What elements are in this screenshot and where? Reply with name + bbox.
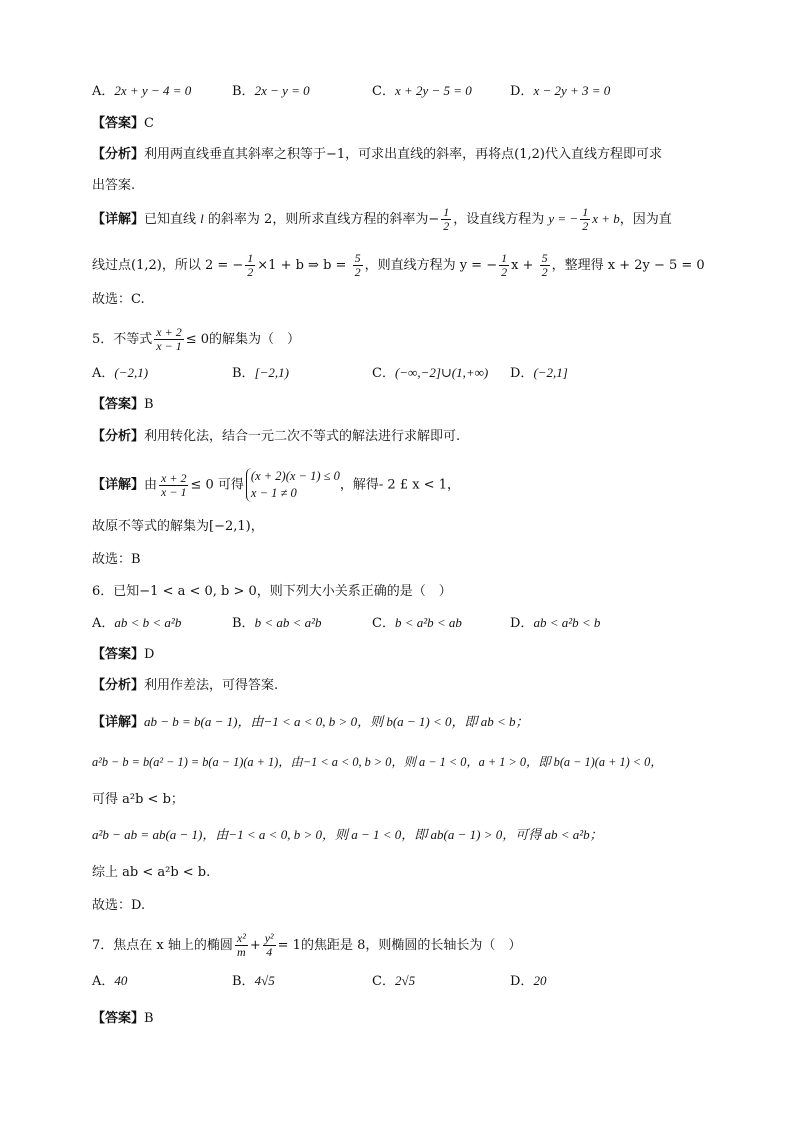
q5-conclusion: 故选：B — [92, 552, 141, 567]
fraction: $\frac{1}{2}$ — [247, 251, 254, 279]
q6-analysis: 【分析】利用作差法，可得答案. — [92, 678, 279, 693]
detail-text: ，整理得 x + 2y − 5 = 0 — [551, 258, 705, 273]
q4-conclusion: 故选：C. — [92, 292, 145, 307]
q6-answer: 【答案】D — [92, 647, 155, 662]
detail-text: 线过点(1,2)，所以 2 = − — [92, 258, 244, 273]
analysis-text: 利用两直线垂直其斜率之积等于−1，可求出直线的斜率，再将点(1,2)代入直线方程即可求 — [144, 147, 662, 162]
detail-math: y = − — [548, 211, 579, 226]
choice-label: A． — [92, 84, 115, 99]
equation-system: (x + 2)(x − 1) ≤ 0 x − 1 ≠ 0 — [246, 468, 340, 502]
answer-tag: 【答案】 — [92, 116, 145, 131]
detail-math: x + b — [592, 211, 620, 226]
q5-stem — [92, 326, 300, 353]
q4-choice-d — [510, 82, 610, 101]
q6-choice-a: A．ab < b < a²b — [92, 615, 182, 631]
q6-choice-b: B．b < ab < a²b — [232, 615, 322, 631]
q7-choice-b: B．4√5 — [232, 973, 275, 989]
q4-choice-c — [372, 82, 472, 101]
fraction: $\frac{x + 2}{x - 1}$ — [161, 470, 187, 499]
choice-text: x − 2y + 3 = 0 — [533, 83, 611, 98]
detail-text: 的斜率为 2，则所求直线方程的斜率为− — [203, 212, 440, 227]
q6-detail-5: 综上 ab < a²b < b. — [92, 865, 211, 880]
fraction: $\frac{1}{2}$ — [443, 205, 450, 233]
fraction: $\frac{1}{2}$ — [501, 251, 508, 279]
q7-choice-d: D．20 — [510, 973, 547, 989]
detail-text: l — [200, 211, 204, 226]
analysis-tag: 【分析】 — [92, 147, 145, 162]
detail-text: ×1 + b ⇒ b = — [257, 258, 351, 273]
stem-text: ≤ 0的解集为（ ） — [185, 332, 301, 347]
fraction: $\frac{5}{2}$ — [541, 251, 548, 279]
answer-text: C — [144, 116, 154, 131]
detail-text: 已知直线 — [144, 212, 201, 227]
fraction: $\frac{5}{2}$ — [354, 251, 361, 279]
q5-choice-d: D．(−2,1] — [510, 365, 568, 381]
choice-label: B． — [232, 84, 255, 99]
q4-detail-line1 — [92, 206, 672, 233]
q5-detail: 【详解】由 $\frac{x + 2}{x - 1}$ ≤ 0 可得 (x + 2)(x − 1) ≤ 0 x − 1 ≠ 0 ，解得- 2 £ x < 1， — [92, 469, 460, 500]
detail-text: ，设直线方程为 — [453, 212, 549, 227]
stem-text: 5．不等式 — [92, 332, 153, 347]
fraction: $\frac{\text{x²}}{m}$ — [236, 931, 246, 959]
q5-answer: 【答案】B — [92, 397, 154, 412]
q6-detail-2: a²b − b = b(a² − 1) = b(a − 1)(a + 1)，由−1 < a < 0, b > 0，则 a − 1 < 0，a + 1 > 0，即 b(a − 1)(a + 1) < 0， — [92, 755, 663, 769]
q4-choice-a — [92, 82, 191, 101]
detail-tag: 【详解】 — [92, 212, 145, 227]
q4-analysis-line2: 出答案. — [92, 178, 136, 193]
fraction: $\frac{1}{2}$ — [582, 205, 589, 233]
detail-text: ，则直线方程为 y = − — [364, 258, 498, 273]
q4-analysis-line1 — [92, 146, 662, 164]
q4-choice-b — [232, 82, 310, 101]
q7-stem: 7．焦点在 x 轴上的椭圆 $\frac{\text{x²}}{m}$ + $\frac{\text{y²}}{4}$ = 1的焦距是 8，则椭圆的长轴长为（ ） — [92, 931, 522, 959]
choice-text: 2x + y − 4 = 0 — [114, 83, 192, 98]
q6-detail-1: 【详解】ab − b = b(a − 1)，由−1 < a < 0, b > 0，则 b(a − 1) < 0，即 ab < b； — [92, 714, 529, 730]
q5-choice-a: A．(−2,1) — [92, 365, 149, 381]
q4-answer — [92, 115, 154, 133]
q7-choice-c: C．2√5 — [372, 973, 416, 989]
q6-detail-4: a²b − ab = ab(a − 1)，由−1 < a < 0, b > 0，则 a − 1 < 0，即 ab(a − 1) > 0，可得 ab < a²b； — [92, 827, 603, 842]
choice-label: D． — [510, 84, 534, 99]
q6-conclusion: 故选：D. — [92, 898, 146, 913]
q6-choice-c: C．b < a²b < ab — [372, 615, 462, 631]
q7-choice-a: A．40 — [92, 973, 128, 989]
q6-choice-d: D．ab < a²b < b — [510, 615, 601, 631]
q5-analysis: 【分析】利用转化法，结合一元二次不等式的解法进行求解即可. — [92, 429, 461, 444]
q5-choice-c: C．(−∞,−2]∪(1,+∞) — [372, 365, 489, 381]
fraction: $\frac{\text{y²}}{4}$ — [264, 931, 274, 959]
q6-detail-3: 可得 a²b < b； — [92, 792, 184, 807]
q5-choice-b: B．[−2,1) — [232, 365, 289, 381]
q6-stem: 6．已知−1 < a < 0, b > 0，则下列大小关系正确的是（ ） — [92, 584, 452, 599]
detail-text: ，因为直 — [619, 212, 672, 227]
detail-text: x + — [511, 258, 538, 273]
q7-answer: 【答案】B — [92, 1011, 154, 1026]
q4-detail-line2 — [92, 252, 705, 279]
choice-text: x + 2y − 5 = 0 — [394, 83, 472, 98]
q5-result: 故原不等式的解集为[−2,1)， — [92, 519, 264, 534]
choice-text: 2x − y = 0 — [254, 83, 310, 98]
choice-label: C． — [372, 84, 395, 99]
fraction: $\frac{x + 2}{x - 1}$ — [156, 325, 182, 353]
